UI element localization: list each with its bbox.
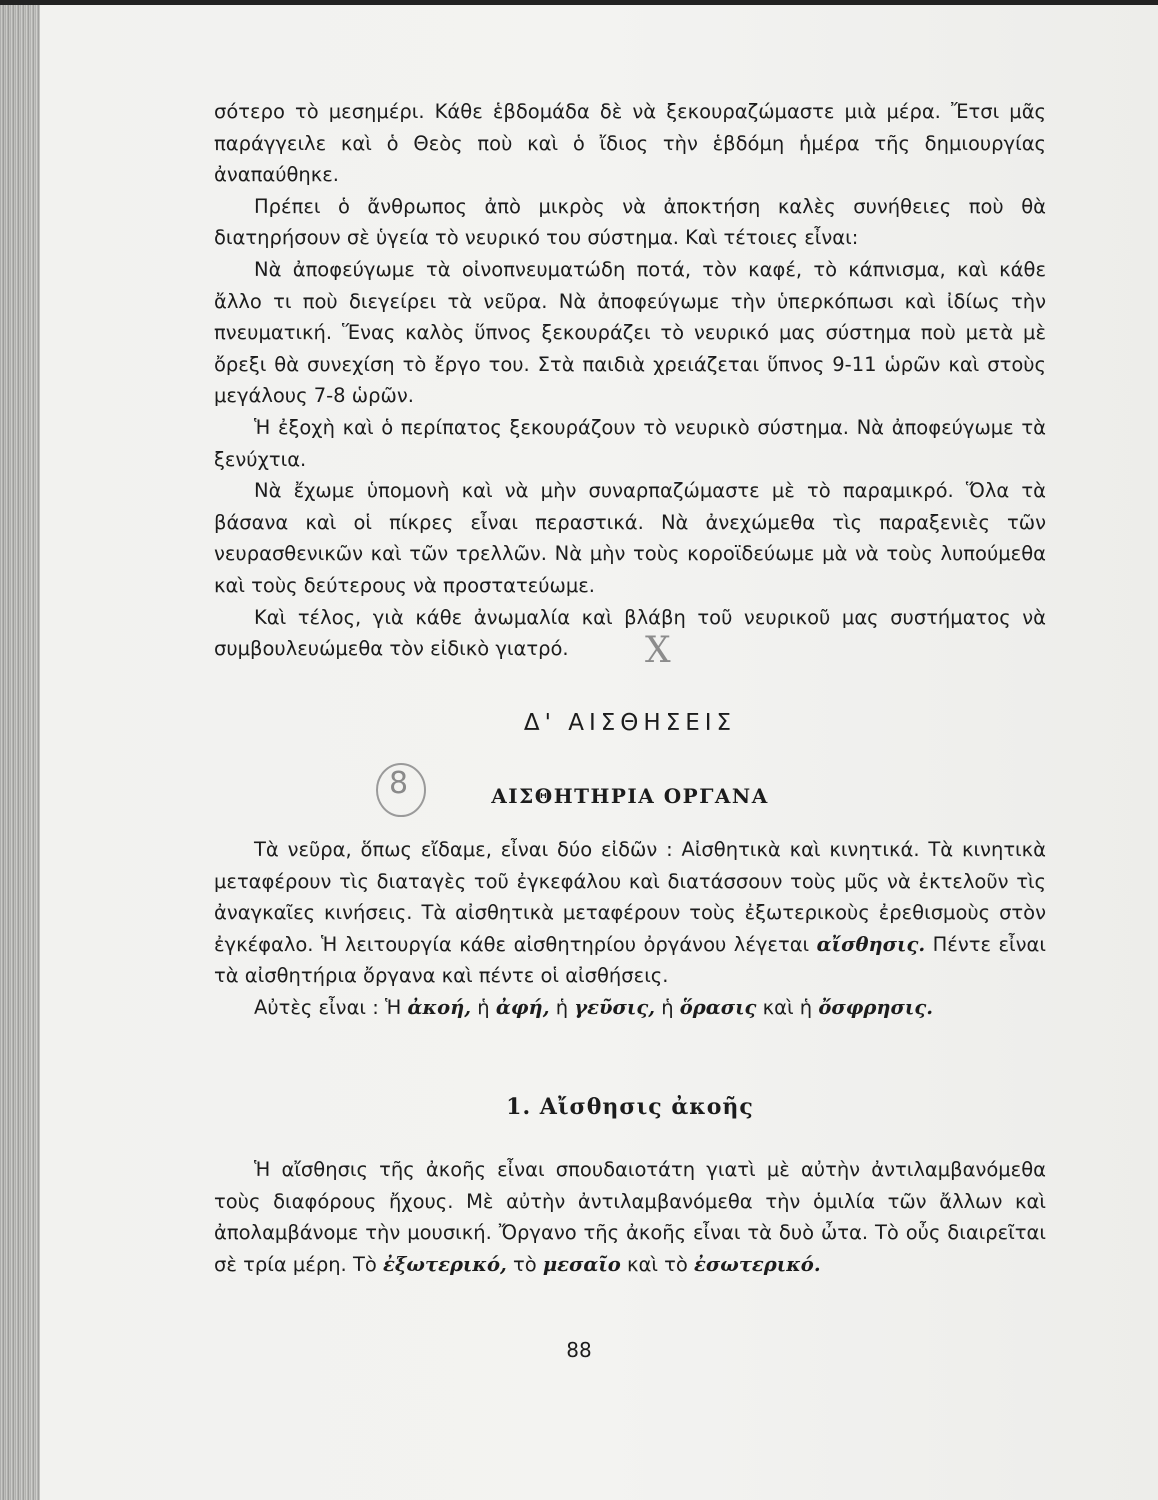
subsection-title: ΑΙΣΘΗΤΗΡΙΑ ΟΡΓΑΝΑ: [491, 784, 769, 808]
hearing-text-part1: Ἡ αἴσθησις τῆς ἀκοῆς εἶναι σπουδαιοτάτη γιατὶ μὲ αὐτὴν ἀντιλαμβανόμεθα τοὺς διαφόρους ἤχους. Μὲ αὐτὴν ἀντιλαμβανόμεθα τὴν ὁμιλία τῶν ἄλλων καὶ ἀπολαμβάνομε τὴν μουσική. Ὄργανο τῆς ἀκοῆς εἶναι τὰ δυὸ ὦτα. Τὸ οὖς διαιρεῖται σὲ τρία μέρη. Τὸ: [214, 1158, 1046, 1276]
sense-sight: ὅρασις: [679, 995, 757, 1019]
hearing-text-block: [214, 1154, 1046, 1280]
sense-hearing: ἀκοή,: [407, 995, 472, 1019]
organs-text-part1: Τὰ νεῦρα, ὅπως εἴδαμε, εἶναι δύο εἰδῶν : Αἰσθητικὰ καὶ κινητικά. Τὰ κινητικὰ μεταφέρουν τὶς διαταγὲς τοῦ ἐγκεφάλου καὶ διατάσσουν τοὺς μῦς νὰ ἐκτελοῦν τὶς ἀναγκαῖες κινήσεις. Τὰ αἰσθητικὰ μεταφέρουν τοὺς ἐξωτερικοὺς ἐρεθισμοὺς στὸν ἐγκέφαλο. Ἡ λειτουργία κάθε αἰσθητηρίου ὀργάνου λέγεται: [214, 838, 1046, 956]
handwritten-x-mark: X: [645, 630, 671, 671]
organs-text-part2: Πέντε εἶναι τὰ αἰσθητήρια ὄργανα καὶ πέντε οἱ αἰσθήσεις.: [214, 932, 1046, 988]
organs-paragraph: [214, 834, 1046, 992]
term-inner: ἐσωτερικό.: [694, 1252, 821, 1276]
senses-separator: ἡ: [471, 995, 496, 1019]
circled-number: 8: [389, 766, 409, 801]
section-title: Δ' ΑΙΣΘΗΣΕΙΣ: [523, 710, 737, 736]
hearing-paragraph: [214, 1154, 1046, 1280]
paragraph-4: Ἡ ἐξοχὴ καὶ ὁ περίπατος ξεκουράζουν τὸ νευρικὸ σύστημα. Νὰ ἀποφεύγωμε τὰ ξενύχτια.: [214, 415, 1046, 471]
organs-term: αἴσθησις.: [816, 932, 926, 956]
sense-touch: ἀφή,: [495, 995, 550, 1019]
paragraph-3: Νὰ ἀποφεύγωμε τὰ οἰνοπνευματώδη ποτά, τὸν καφέ, τὸ κάπνισμα, καὶ κάθε ἄλλο τι ποὺ διεγείρει τὰ νεῦρα. Νὰ ἀποφεύγωμε τὴν ὑπερκόπωσι καὶ ἰδίως τὴν πνευματική. Ἕνας καλὸς ὕπνος ξεκουράζει τὸ νευρικό μας σύστημα ποὺ μετὰ μὲ ὄρεξι θὰ συνεχίση τὸ ἔργο του. Στὰ παιδιὰ χρειάζεται ὕπνος 9-11 ὡρῶν καὶ στοὺς μεγάλους 7-8 ὡρῶν.: [214, 257, 1046, 408]
top-text-block: [214, 96, 1046, 665]
term-outer: ἐξωτερικό,: [383, 1252, 507, 1276]
paragraph-6: Καὶ τέλος, γιὰ κάθε ἀνωμαλία καὶ βλάβη τοῦ νευρικοῦ μας συστήματος νὰ συμβουλευώμεθα τὸν εἰδικὸ γιατρό.: [214, 605, 1046, 661]
senses-separator: ἡ: [549, 995, 575, 1019]
paragraph-2: Πρέπει ὁ ἄνθρωπος ἀπὸ μικρὸς νὰ ἀποκτήση καλὲς συνήθειες ποὺ θὰ διατηρήσουν σὲ ὑγεία τὸ νευρικό του σύστημα. Καὶ τέτοιες εἶναι:: [214, 194, 1046, 250]
page-edge-binding: [0, 0, 40, 1500]
senses-separator: καὶ ἡ: [756, 995, 819, 1019]
hearing-text-mid: τὸ: [506, 1252, 543, 1276]
senses-line: [214, 992, 1046, 1024]
sense-smell: ὄσφρησις.: [818, 995, 933, 1019]
top-border: [0, 0, 1158, 5]
term-middle: μεσαῖο: [542, 1252, 621, 1276]
page-number: 88: [566, 1338, 592, 1362]
senses-separator: ἡ: [655, 995, 680, 1019]
organs-text-block: [214, 834, 1046, 1024]
hearing-text-and: καὶ τὸ: [620, 1252, 695, 1276]
senses-intro: Αὐτὲς εἶναι : Ἡ: [254, 995, 408, 1019]
paragraph-5: Νὰ ἔχωμε ὑπομονὴ καὶ νὰ μὴν συναρπαζώμαστε μὲ τὸ παραμικρό. Ὅλα τὰ βάσανα καὶ οἱ πίκρες εἶναι περαστικά. Νὰ ἀνεχώμεθα τὶς παραξενιὲς τῶν νευρασθενικῶν καὶ τῶν τρελλῶν. Νὰ μὴν τοὺς κοροϊδεύωμε μὰ νὰ τοὺς λυπούμεθα καὶ τοὺς δεύτερους νὰ προστατεύωμε.: [214, 479, 1046, 597]
chapter-title: 1. Αἴσθησις ἀκοῆς: [506, 1094, 754, 1120]
paragraph-1: σότερο τὸ μεσημέρι. Κάθε ἑβδομάδα δὲ νὰ ξεκουραζώμαστε μιὰ μέρα. Ἔτσι μᾶς παράγγειλε καὶ ὁ Θεὸς ποὺ καὶ ὁ ἴδιος τὴν ἑβδόμη ἡμέρα τῆς δημιουργίας ἀναπαύθηκε.: [214, 100, 1046, 187]
sense-taste: γεῦσις,: [574, 995, 655, 1019]
